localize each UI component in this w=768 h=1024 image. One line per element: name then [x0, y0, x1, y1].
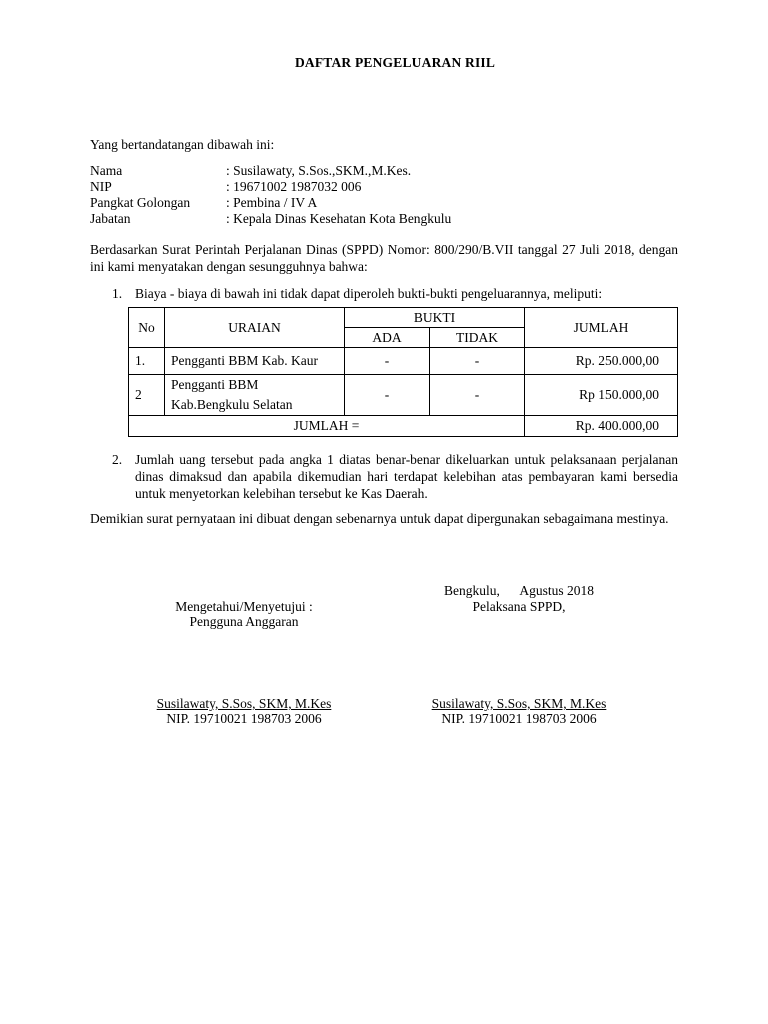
item2-text: Jumlah uang tersebut pada angka 1 diatas benar-benar dikeluarkan untuk pelaksanaan perjalanan dinas dimaksud dan apabila dikemudian hari terdapat kelebihan atas pembayaran kami bersedia untuk menyetorkan kelebihan tersebut ke Kas Daerah.: [135, 452, 678, 501]
name-label: Nama: [90, 163, 123, 178]
row-jumlah: Rp. 250.000,00: [525, 348, 678, 375]
table-row: [129, 348, 678, 375]
approver-name: Susilawaty, S.Sos, SKM, M.Kes: [156, 696, 332, 711]
approver-title: Mengetahui/Menyetujui :: [175, 599, 313, 614]
name-value: : Susilawaty, S.Sos.,SKM.,M.Kes.: [226, 163, 412, 178]
header-no: No: [129, 308, 165, 348]
table-row: [129, 375, 678, 416]
position-label: Jabatan: [90, 211, 131, 226]
closing-paragraph: Demikian surat pernyataan ini dibuat dengan sebenarnya untuk dapat dipergunakan sebagaimana mestinya.: [90, 511, 669, 526]
position-value: : Kepala Dinas Kesehatan Kota Bengkulu: [226, 211, 452, 226]
approver-role: Pengguna Anggaran: [189, 614, 299, 629]
total-value: Rp. 400.000,00: [525, 416, 678, 437]
executor-name: Susilawaty, S.Sos, SKM, M.Kes: [431, 696, 607, 711]
header-bukti: BUKTI: [345, 308, 525, 328]
item2-number: 2.: [112, 452, 123, 467]
row-jumlah: Rp 150.000,00: [525, 375, 678, 416]
item1-text: Biaya - biaya di bawah ini tidak dapat diperoleh bukti-bukti pengeluarannya, meliputi:: [135, 286, 603, 301]
document-title: DAFTAR PENGELUARAN RIIL: [294, 55, 496, 70]
nip-value: : 19671002 1987032 006: [226, 179, 362, 194]
nip-label: NIP: [90, 179, 112, 194]
intro-text: Yang bertandatangan dibawah ini:: [90, 137, 275, 152]
approver-nip: NIP. 19710021 198703 2006: [166, 711, 322, 726]
row-uraian-line2: Kab.Bengkulu Selatan: [171, 397, 293, 412]
place-date: Bengkulu, Agustus 2018: [443, 583, 594, 598]
total-label: JUMLAH =: [129, 416, 525, 437]
row-uraian: Pengganti BBM Kab. Kaur: [165, 348, 345, 375]
executor-nip: NIP. 19710021 198703 2006: [441, 711, 597, 726]
header-uraian: URAIAN: [165, 308, 345, 348]
row-ada: -: [345, 348, 430, 375]
row-no: 2: [129, 375, 165, 416]
item1-number: 1.: [112, 286, 123, 301]
basis-paragraph: Berdasarkan Surat Perintah Perjalanan Dinas (SPPD) Nomor: 800/290/B.VII tanggal 27 Juli 2018, dengan ini kami menyatakan dengan sesungguhnya bahwa:: [90, 242, 678, 274]
header-tidak: TIDAK: [430, 328, 525, 348]
row-no: 1.: [129, 348, 165, 375]
rank-value: : Pembina / IV A: [226, 195, 318, 210]
row-uraian-line1: Pengganti BBM: [171, 377, 259, 392]
row-uraian: [165, 375, 345, 416]
header-jumlah: JUMLAH: [525, 308, 678, 348]
executor-title: Pelaksana SPPD,: [472, 599, 566, 614]
header-ada: ADA: [345, 328, 430, 348]
rank-label: Pangkat Golongan: [90, 195, 191, 210]
row-tidak: -: [430, 348, 525, 375]
row-ada: -: [345, 375, 430, 416]
row-tidak: -: [430, 375, 525, 416]
expense-table: [128, 307, 678, 437]
